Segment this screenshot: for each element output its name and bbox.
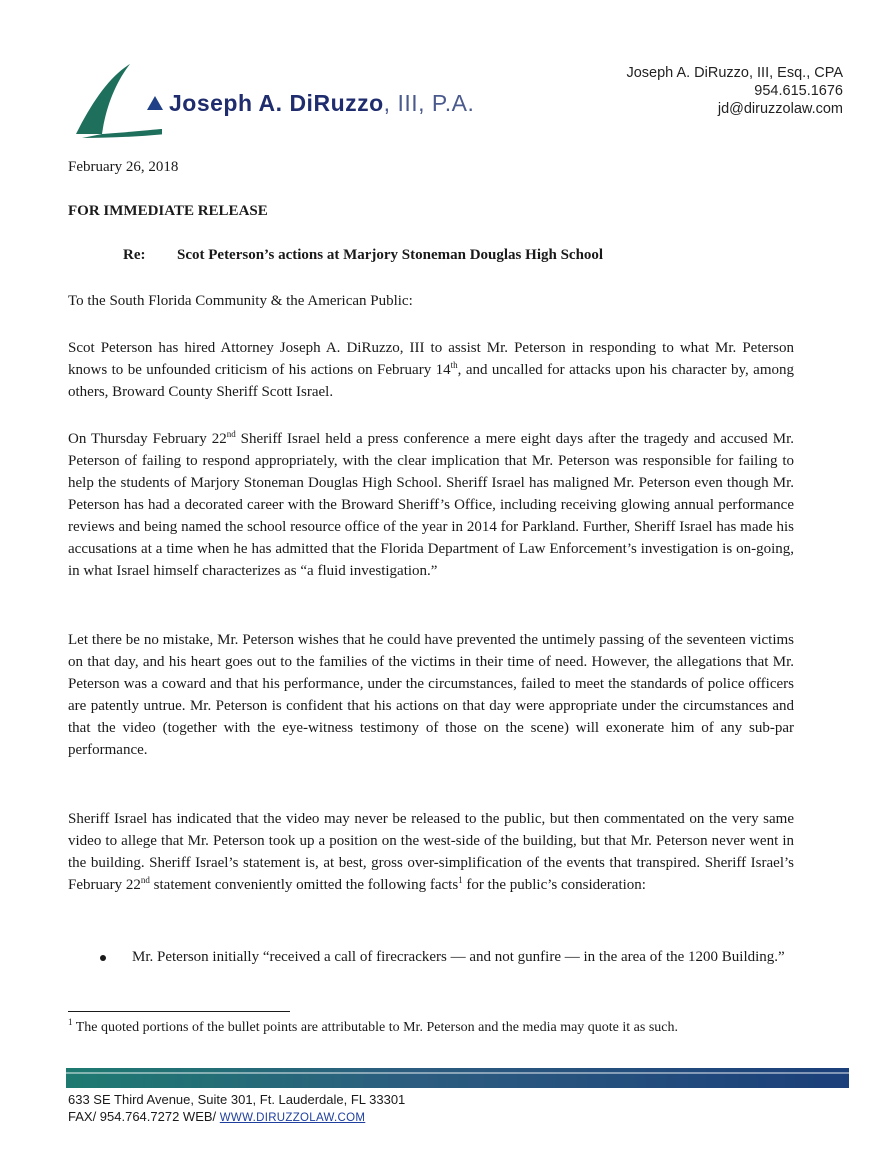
triangle-icon [147,96,163,110]
letter-date: February 26, 2018 [68,159,179,175]
website-link[interactable]: WWW.DIRUZZOLAW.COM [219,1112,366,1124]
subject-line [123,247,603,264]
footer-address: 633 SE Third Avenue, Suite 301, Ft. Lauderdale, FL 33301 [68,1092,406,1107]
paragraph-2: On Thursday February 22nd Sheriff Israel held a press conference a mere eight days after the tragedy and accused Mr. Peterson of failing to respond appropriately, with the clear implication that Mr. Peterson was responsible for failing to help the students of Marjory Stoneman Douglas High School. Sheriff Israel has maligned Mr. Peterson even though Mr. Peterson has had a decorated career with the Broward Sheriff’s Office, including receiving glowing annual performance reviews and being named the school resource office of the year in 2014 for Parkland. Further, Sheriff Israel has made his accusations at a time when he has admitted that the Florida Department of Law Enforcement’s investigation is on-going, in what Israel himself characterizes as “a fluid investigation.” [68,429,794,579]
footer-bar [66,1068,849,1088]
salutation: To the South Florida Community & the American Public: [68,293,413,309]
contact-name: Joseph A. DiRuzzo, III, Esq., CPA [626,65,843,81]
paragraph-4: Sheriff Israel has indicated that the video may never be released to the public, but then commentated on the very same video to allege that Mr. Peterson took up a position on the west-side of the building, but that Mr. Peterson never went in the building. Sheriff Israel’s statement is, at best, gross over-simplification of the events that transpired. Sheriff Israel’s February 22nd statement conveniently omitted the following facts$^1$ for the public’s consideration: [68,811,794,893]
paragraph-3: Let there be no mistake, Mr. Peterson wishes that he could have prevented the untimely passing of the seventeen victims on that day, and his heart goes out to the families of the victims in their time of need. However, the allegations that Mr. Peterson was a coward and that his performance, under the circumstances, failed to meet the standards of police officers are patently untrue. Mr. Peterson is confident that his actions on that day were appropriate under the circumstances and that the video (together with the eye-witness testimony of those on the scene) will exonerate him of any sub-par performance. [68,632,794,758]
subject-text: Scot Peterson’s actions at Marjory Stoneman Douglas High School [177,247,604,263]
release-heading: FOR IMMEDIATE RELEASE [68,203,268,219]
footnote-ref: 1 [458,875,463,885]
footer [68,1091,405,1127]
footer-fax-web: FAX/ 954.764.7272 WEB/ WWW.DIRUZZOLAW.COM [68,1109,366,1124]
bullet-text: Mr. Peterson initially “received a call of firecrackers — and not gunfire — in the area of the 1200 Building.” [132,949,785,965]
footnote-divider [68,1011,290,1012]
contact-block [626,64,843,118]
list-item [100,946,794,968]
paragraph-1: Scot Peterson has hired Attorney Joseph A. DiRuzzo, III to assist Mr. Peterson in responding to what Mr. Peterson knows to be unfounded criticism of his actions on February 14th, and uncalled for attacks upon his character by, among others, Broward County Sheriff Scott Israel. [68,340,794,400]
firm-logo [72,62,512,142]
contact-phone: 954.615.1676 [754,83,843,99]
contact-email[interactable]: jd@diruzzolaw.com [717,101,843,117]
subject-label: Re: [123,247,146,263]
firm-name: Joseph A. DiRuzzo, III, P.A. [147,90,474,117]
footnote: $^1$ The quoted portions of the bullet points are attributable to Mr. Peterson and the media may quote it as such. [68,1017,678,1035]
bullet-icon [100,955,106,961]
